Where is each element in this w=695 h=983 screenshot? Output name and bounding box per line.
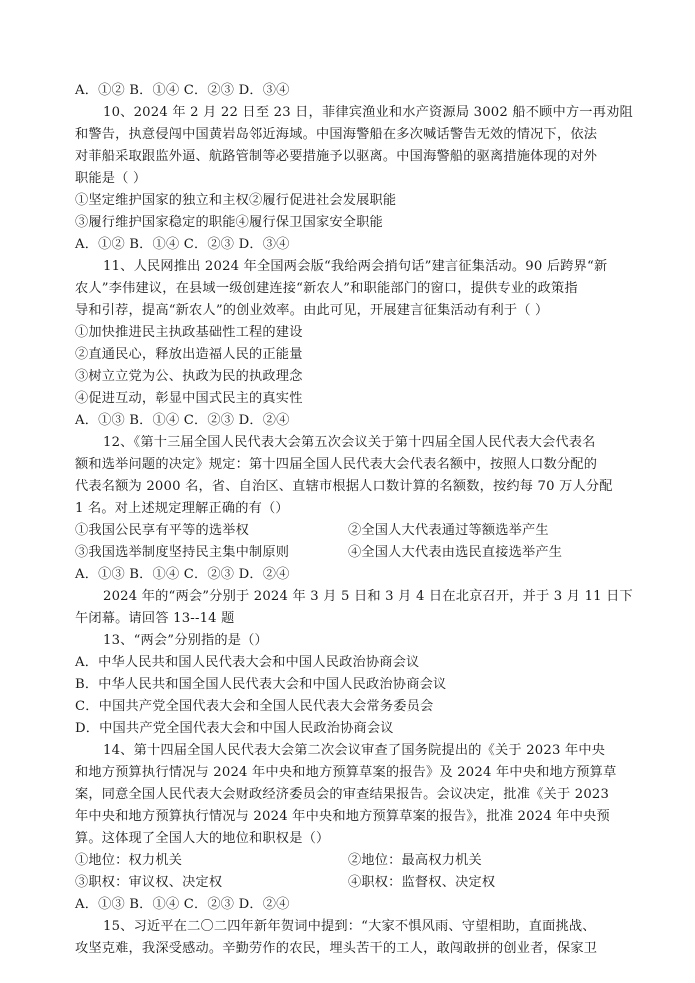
text-line: 11、人民网推出 2024 年全国两会版“我给两会捎句话”建言征集活动。90 后跨界“新 bbox=[103, 259, 608, 274]
text-line: A．①② B．①④ C．②③ D．③④ bbox=[75, 83, 290, 98]
text-line: 代表名额为 2000 名，省、自治区、直辖市根据人口数计算的名额数，按约每 70 万人分配 bbox=[75, 479, 613, 494]
text-line: ④全国人大代表由选民直接选举产生 bbox=[348, 545, 563, 560]
text-line: A．①② B．①④ C．②③ D．③④ bbox=[75, 237, 290, 252]
text-line: 案，同意全国人民代表大会财政经济委员会的审查结果报告。会议决定，批准《关于 2023 bbox=[75, 787, 610, 802]
text-line: ③履行维护国家稳定的职能④履行保卫国家安全职能 bbox=[75, 215, 383, 230]
text-line: C．中国共产党全国代表大会和全国人民代表大会常务委员会 bbox=[75, 699, 434, 714]
text-line: 15、习近平在二〇二四年新年贺词中提到：“大家不惧风雨、守望相助，直面挑战、 bbox=[103, 919, 596, 934]
text-line: ③我国选举制度坚持民主集中制原则 bbox=[75, 545, 290, 560]
text-line: 和警告，执意侵闯中国黄岩岛邻近海域。中国海警船在多次喊话警告无效的情况下，依法 bbox=[75, 127, 598, 142]
text-line: 攻坚克难，我深受感动。辛勤劳作的农民，埋头苦干的工人，敢闯敢拼的创业者，保家卫 bbox=[75, 941, 598, 956]
text-line: ①坚定维护国家的独立和主权②履行促进社会发展职能 bbox=[75, 193, 397, 208]
text-line: 2024 年的“两会”分别于 2024 年 3 月 5 日和 3 月 4 日在北京召开，并于 3 月 11 日下 bbox=[103, 589, 633, 604]
text-line: 算。这体现了全国人大的地位和职权是（） bbox=[75, 831, 330, 846]
text-line: 午闭幕。请回答 13--14 题 bbox=[75, 611, 235, 626]
text-line: ①地位：权力机关 bbox=[75, 853, 183, 868]
text-line: ③职权：审议权、决定权 bbox=[75, 875, 223, 890]
text-line: 年中央和地方预算执行情况与 2024 年中央和地方预算草案的报告》，批准 2024 年中央预 bbox=[75, 809, 610, 824]
text-line: A．①③ B．①④ C．②③ D．②④ bbox=[75, 897, 290, 912]
text-line: A．中华人民共和国人民代表大会和中国人民政治协商会议 bbox=[75, 655, 420, 670]
text-line: 1 名。对上述规定理解正确的有（） bbox=[75, 501, 289, 516]
text-line: ④职权：监督权、决定权 bbox=[348, 875, 496, 890]
text-line: B．中华人民共和国全国人民代表大会和中国人民政治协商会议 bbox=[75, 677, 447, 692]
text-line: 10、2024 年 2 月 22 日至 23 日，菲律宾渔业和水产资源局 3002 船不顾中方一再劝阻 bbox=[103, 105, 633, 120]
text-line: ①我国公民享有平等的选举权 bbox=[75, 523, 250, 538]
text-line: 13、“两会”分别指的是（） bbox=[103, 633, 268, 648]
text-line: A．①③ B．①④ C．②③ D．②④ bbox=[75, 413, 290, 428]
text-line: D．中国共产党全国代表大会和中国人民政治协商会议 bbox=[75, 721, 394, 736]
text-line: 14、第十四届全国人民代表大会第二次会议审查了国务院提出的《关于 2023 年中央 bbox=[103, 743, 606, 758]
text-line: ②地位：最高权力机关 bbox=[348, 853, 482, 868]
text-line: A．①③ B．①④ C．②③ D．②④ bbox=[75, 567, 290, 582]
text-line: ④促进互动，彰显中国式民主的真实性 bbox=[75, 391, 303, 406]
text-line: 对菲船采取跟监外逼、航路管制等必要措施予以驱离。中国海警船的驱离措施体现的对外 bbox=[75, 149, 598, 164]
text-line: ③树立立党为公、执政为民的执政理念 bbox=[75, 369, 303, 384]
text-line: 职能是（ ） bbox=[75, 171, 147, 186]
text-line: ②直通民心，释放出造福人民的正能量 bbox=[75, 347, 303, 362]
text-line: 农人”李伟建议，在县域一级创建连接“新农人”和职能部门的窗口，提供专业的政策指 bbox=[75, 281, 578, 296]
text-line: 和地方预算执行情况与 2024 年中央和地方预算草案的报告》及 2024 年中央和地方预算草 bbox=[75, 765, 617, 780]
text-line: ①加快推进民主执政基础性工程的建设 bbox=[75, 325, 303, 340]
text-line: ②全国人大代表通过等额选举产生 bbox=[348, 523, 549, 538]
text-line: 额和选举问题的决定》规定：第十四届全国人民代表大会代表名额中，按照人口数分配的 bbox=[75, 457, 598, 472]
text-line: 导和引荐，提高“新农人”的创业效率。由此可见，开展建言征集活动有利于（ ） bbox=[75, 303, 549, 318]
text-line: 12、《第十三届全国人民代表大会第五次会议关于第十四届全国人民代表大会代表名 bbox=[103, 435, 596, 450]
